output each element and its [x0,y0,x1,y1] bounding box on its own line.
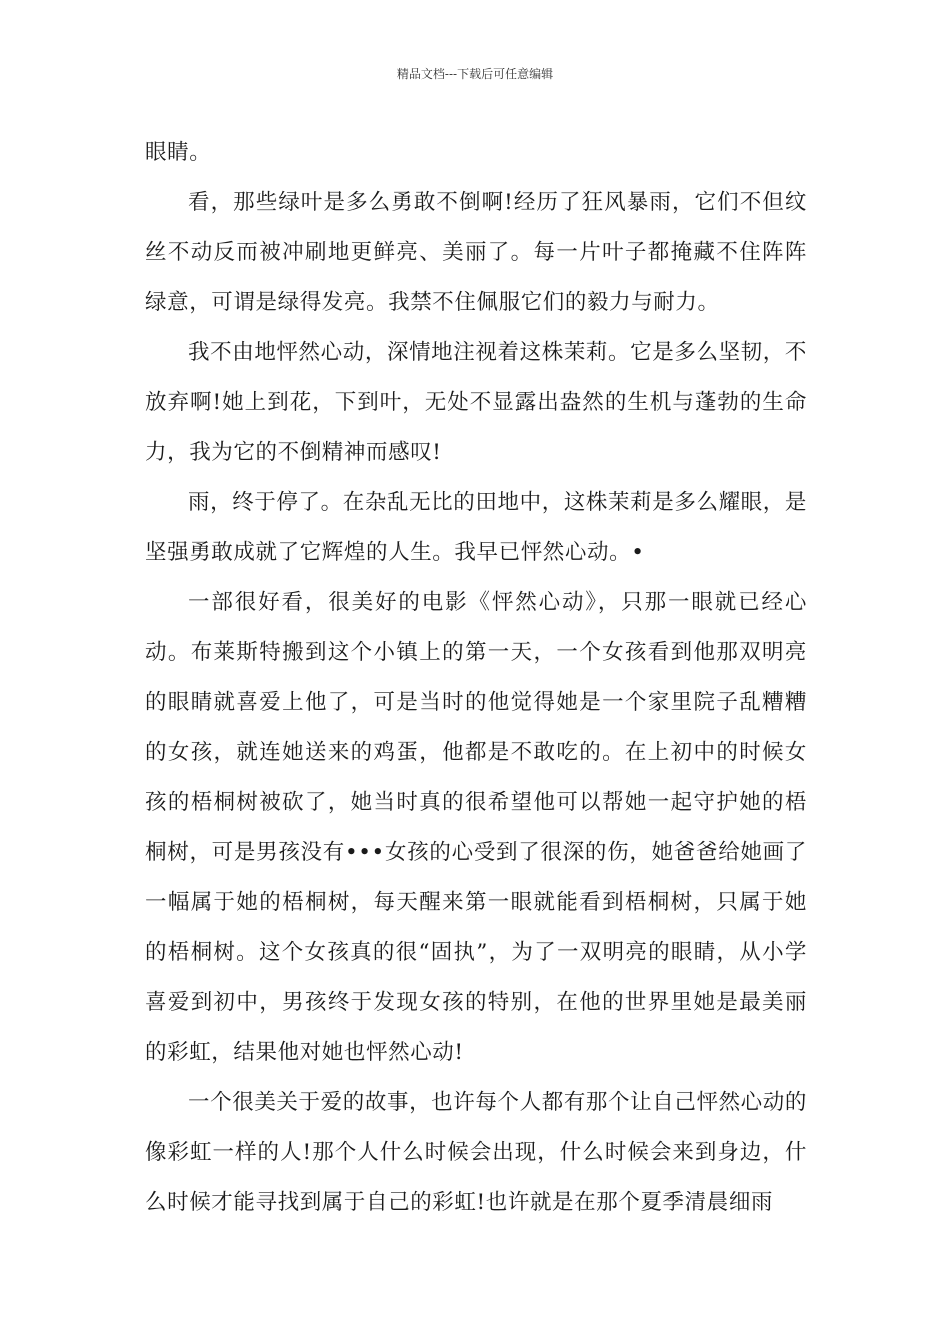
paragraph-continuation: 眼睛。 [145,140,212,165]
page-header: 精品文档---下载后可任意编辑 [396,67,554,81]
paragraph: 我不由地怦然心动，深情地注视着这株茉莉。它是多么坚韧，不放弃啊!她上到花，下到叶，无处不显露出盎然的生机与蓬勃的生命力，我为它的不倒精神而感叹! [145,340,807,465]
paragraph: 一个很美关于爱的故事，也许每个人都有那个让自己怦然心动的像彩虹一样的人!那个人什么时候会出现，什么时候会来到身边，什么时候才能寻找到属于自己的彩虹!也许就是在那个夏季清晨细雨 [145,1090,807,1215]
paragraph: 一部很好看，很美好的电影《怦然心动》，只那一眼就已经心动。布莱斯特搬到这个小镇上的第一天，一个女孩看到他那双明亮的眼睛就喜爱上他了，可是当时的他觉得她是一个家里院子乱糟糟的女孩，就连她送来的鸡蛋，他都是不敢吃的。在上初中的时候女孩的梧桐树被砍了，她当时真的很希望他可以帮她一起守护她的梧桐树，可是男孩没有•••女孩的心受到了很深的伤，她爸爸给她画了一幅属于她的梧桐树，每天醒来第一眼就能看到梧桐树，只属于她的梧桐树。这个女孩真的很“固执”，为了一双明亮的眼睛，从小学喜爱到初中，男孩终于发现女孩的特别，在他的世界里她是最美丽的彩虹，结果他对她也怦然心动! [145,590,807,1065]
document-body [145,128,807,1228]
paragraph: 看，那些绿叶是多么勇敢不倒啊!经历了狂风暴雨，它们不但纹丝不动反而被冲刷地更鲜亮、美丽了。每一片叶子都掩藏不住阵阵绿意，可谓是绿得发亮。我禁不住佩服它们的毅力与耐力。 [145,190,807,315]
paragraph: 雨，终于停了。在杂乱无比的田地中，这株茉莉是多么耀眼，是坚强勇敢成就了它辉煌的人生。我早已怦然心动。• [145,490,807,565]
